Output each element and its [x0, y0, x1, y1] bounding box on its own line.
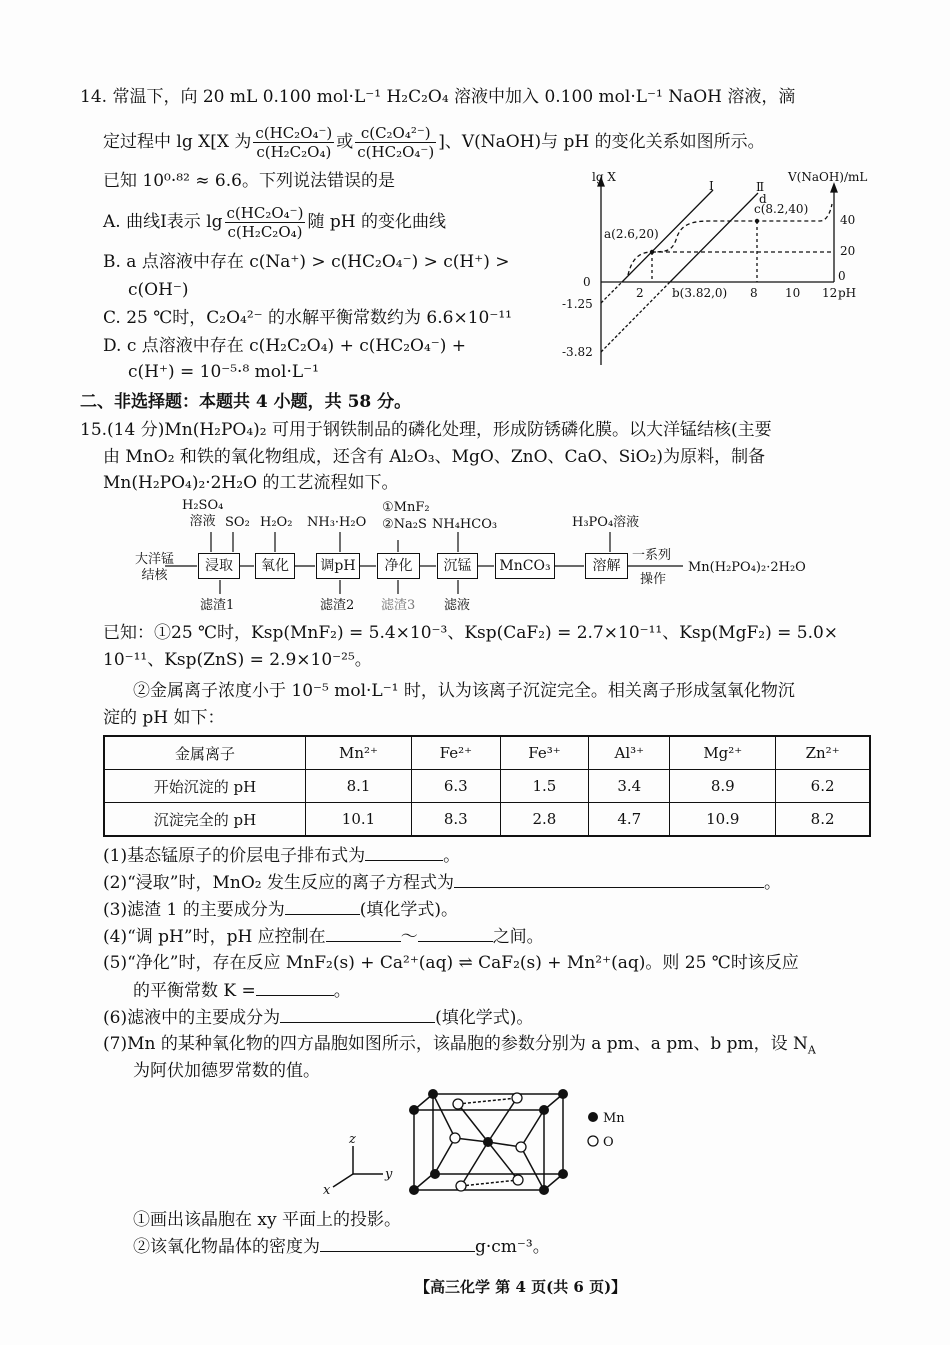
- subq-7-2: [133, 1235, 550, 1258]
- start-line2: 结核: [141, 568, 168, 583]
- known-ph: ②金属离子浓度小于 10⁻⁵ mol·L⁻¹ 时，认为该离子沉淀完全。相关离子形成氢氧化物沉: [133, 681, 795, 701]
- curve-i-extension: [601, 282, 622, 303]
- axis-z-label: z: [349, 1132, 356, 1147]
- reagent-nh3-h2o: NH₃·H₂O: [307, 515, 367, 530]
- table-cell: 8.2: [776, 803, 870, 837]
- crystal-cell-diagram: [300, 1080, 640, 1200]
- cell-edges: [333, 1094, 563, 1190]
- subq-7: [103, 1033, 816, 1061]
- q15-stem-line3: Mn(H₂PO₄)₂·2H₂O 的工艺流程如下。: [103, 473, 399, 493]
- subq-3: [103, 898, 458, 921]
- y-right-label: V(NaOH)/mL: [788, 170, 868, 184]
- legend-mn-label: Mn: [603, 1111, 625, 1126]
- legend-mn-marker: [588, 1112, 598, 1122]
- left-tick-neg382: -3.82: [562, 345, 593, 359]
- table-cell: 6.2: [776, 770, 870, 803]
- flow-start-material: [135, 552, 174, 584]
- subq-7-cont: 为阿伏加德罗常数的值。: [133, 1061, 320, 1081]
- table-row: [104, 770, 870, 803]
- table-cell: 8.3: [412, 803, 501, 837]
- answer-blank[interactable]: [454, 871, 764, 888]
- point-c-label: c(8.2,40): [754, 202, 809, 216]
- point-c-marker: [755, 219, 759, 223]
- period: 。: [333, 981, 351, 1001]
- x-tick-8: 8: [750, 286, 758, 300]
- table-header-row: [104, 736, 870, 770]
- q14-line2-end: ]、V(NaOH)与 pH 的变化关系如图所示。: [438, 132, 765, 152]
- right-axis-arrow: [831, 184, 837, 192]
- curve-i-label: Ⅰ: [709, 179, 714, 193]
- solution: 溶液: [189, 514, 216, 529]
- q14-option-c[interactable]: C. 25 ℃时，C₂O₄²⁻ 的水解平衡常数约为 6.6×10⁻¹¹: [103, 308, 512, 328]
- reagent-mnf2: ①MnF₂: [382, 500, 430, 515]
- or-text: 或: [336, 132, 354, 152]
- period: 。: [443, 846, 461, 866]
- answer-blank[interactable]: [285, 898, 360, 915]
- answer-blank[interactable]: [256, 979, 334, 996]
- step-adjust-ph: 调pH: [316, 553, 360, 579]
- subq-1: [103, 844, 460, 867]
- answer-blank[interactable]: [280, 1006, 435, 1023]
- header-cell: Zn²⁺: [776, 736, 870, 770]
- subq-7-text: (7)Mn 的某种氧化物的四方晶胞如图所示，该晶胞的参数分别为 a pm、a pm、b pm，设 N: [103, 1034, 808, 1054]
- table-cell: 10.9: [670, 803, 776, 837]
- table-cell: 8.9: [670, 770, 776, 803]
- subq-1-text: (1)基态锰原子的价层电子排布式为: [103, 846, 366, 866]
- right-tick-20: 20: [840, 244, 856, 258]
- filtrate: 滤液: [444, 598, 471, 613]
- header-cell: Mg²⁺: [670, 736, 776, 770]
- q14-option-d-cont: c(H⁺) = 10⁻⁵·⁸ mol·L⁻¹: [128, 362, 319, 382]
- y-left-label: lg X: [592, 170, 616, 184]
- hint: (填化学式)。: [359, 900, 458, 920]
- subq-3-text: (3)滤渣 1 的主要成分为: [103, 900, 285, 920]
- table-cell: 4.7: [589, 803, 670, 837]
- mnco3-box: MnCO₃: [495, 553, 555, 579]
- table-cell: 1.5: [500, 770, 589, 803]
- reagent-h2so4: [182, 498, 223, 530]
- table-cell: 10.1: [306, 803, 412, 837]
- x-label: pH: [838, 286, 857, 300]
- subq-5-cont: [133, 979, 351, 1002]
- subq-5: (5)“净化”时，存在反应 MnF₂(s) + Ca²⁺(aq) ⇌ CaF₂(s) + Mn²⁺(aq)。则 25 ℃时该反应: [103, 953, 799, 973]
- axis-x-label: x: [323, 1183, 331, 1198]
- x-tick-2: 2: [636, 286, 644, 300]
- answer-blank-lower[interactable]: [326, 925, 401, 942]
- step-purification: 净化: [377, 553, 420, 579]
- step-oxidation: 氧化: [255, 553, 295, 579]
- known-ksp: 已知：①25 ℃时，Ksp(MnF₂) = 5.4×10⁻³、Ksp(CaF₂) = 2.7×10⁻¹¹、Ksp(MgF₂) = 5.0×: [103, 623, 839, 643]
- option-a-end: 随 pH 的变化曲线: [307, 212, 446, 232]
- curve-ii: [670, 193, 758, 282]
- right-tick-40: 40: [840, 213, 856, 227]
- option-a-text: A. 曲线Ⅰ表示 lg: [103, 212, 223, 232]
- period: 。: [763, 873, 781, 893]
- q15-stem-line2: 由 MnO₂ 和铁的氧化物组成，还含有 Al₂O₃、MgO、ZnO、CaO、SiO₂)为原料，制备: [103, 447, 766, 467]
- curve-ii-label: Ⅱ: [756, 180, 765, 194]
- end-text: 之间。: [492, 927, 544, 947]
- point-a-marker: [650, 250, 654, 254]
- residue-2: 滤渣2: [320, 598, 355, 613]
- reagent-so2: SO₂: [225, 515, 250, 530]
- q14-option-d[interactable]: D. c 点溶液中存在 c(H₂C₂O₄) + c(HC₂O₄⁻) +: [103, 336, 467, 356]
- header-cell: Mn²⁺: [306, 736, 412, 770]
- start-line1: 大洋锰: [135, 552, 175, 567]
- subq-7-2-text: ②该氧化物晶体的密度为: [133, 1237, 320, 1257]
- axis-y-label: y: [385, 1167, 393, 1182]
- table-cell: 6.3: [412, 770, 501, 803]
- legend-o-label: O: [603, 1135, 614, 1150]
- denominator: c(HC₂O₄⁻): [357, 143, 435, 161]
- step-leaching: 浸取: [198, 553, 240, 579]
- q14-line2-text: 定过程中 lg X[X 为: [103, 132, 252, 152]
- known-ph-cont: 淀的 pH 如下：: [103, 708, 225, 728]
- answer-blank-upper[interactable]: [418, 925, 493, 942]
- h2so4: H₂SO₄: [182, 498, 224, 513]
- denominator: c(H₂C₂O₄): [227, 223, 303, 241]
- flow-product: Mn(H₂PO₄)₂·2H₂O: [688, 560, 806, 575]
- subscript-a: A: [807, 1043, 816, 1057]
- titration-chart: [0, 0, 950, 400]
- x-tick-10: 10: [785, 286, 801, 300]
- subq-5-text: 的平衡常数 K =: [133, 981, 256, 1001]
- tilde: ～: [400, 927, 418, 947]
- header-cell: 金属离子: [104, 736, 306, 770]
- legend-o-marker: [588, 1136, 598, 1146]
- op-line1: 一系列: [632, 548, 672, 563]
- residue-1: 滤渣1: [200, 598, 235, 613]
- x-axis: [333, 1174, 353, 1187]
- step-mn-precipitation: 沉锰: [437, 553, 478, 579]
- answer-blank[interactable]: [365, 844, 443, 861]
- table-cell: 8.1: [306, 770, 412, 803]
- q14-option-b-cont: c(OH⁻): [128, 280, 189, 300]
- table-row: [104, 803, 870, 837]
- subq-2-text: (2)“浸取”时，MnO₂ 发生反应的离子方程式为: [103, 873, 454, 893]
- subq-6: [103, 1006, 533, 1029]
- left-tick-neg125: -1.25: [562, 297, 593, 311]
- q14-stem-line1: 14. 常温下，向 20 mL 0.100 mol·L⁻¹ H₂C₂O₄ 溶液中加入 0.100 mol·L⁻¹ NaOH 溶液，滴: [80, 87, 796, 107]
- subq-4: [103, 925, 544, 948]
- point-d-label: d: [759, 192, 767, 206]
- x-tick-12: 12: [822, 286, 838, 300]
- numerator: c(HC₂O₄⁻): [226, 204, 304, 222]
- q15-stem-line1: 15.(14 分)Mn(H₂PO₄)₂ 可用于钢铁制品的磷化处理，形成防锈磷化膜。以大洋锰结核(主要: [80, 420, 772, 440]
- row-label: 开始沉淀的 pH: [104, 770, 306, 803]
- header-cell: Fe²⁺: [412, 736, 501, 770]
- numerator: c(HC₂O₄⁻): [255, 124, 333, 142]
- subq-2: [103, 871, 781, 894]
- hint: (填化学式)。: [435, 1008, 534, 1028]
- answer-blank[interactable]: [320, 1235, 475, 1252]
- reagent-na2s: ②Na₂S: [382, 517, 427, 532]
- q14-option-b[interactable]: B. a 点溶液中存在 c(Na⁺) > c(HC₂O₄⁻) > c(H⁺) >: [103, 252, 510, 272]
- op-line2: 操作: [640, 572, 667, 587]
- step-dissolution: 溶解: [585, 553, 628, 579]
- table-cell: 2.8: [500, 803, 589, 837]
- point-a-label: a(2.6,20): [604, 227, 659, 241]
- left-tick-0: 0: [583, 275, 591, 289]
- header-cell: Fe³⁺: [500, 736, 589, 770]
- reagent-nh4hco3: NH₄HCO₃: [432, 517, 498, 532]
- row-label: 沉淀完全的 pH: [104, 803, 306, 837]
- header-cell: Al³⁺: [589, 736, 670, 770]
- reagent-h3po4: H₃PO₄溶液: [572, 515, 640, 530]
- denominator: c(H₂C₂O₄): [256, 143, 332, 161]
- subq-4-text: (4)“调 pH”时，pH 应控制在: [103, 927, 326, 947]
- point-b-label: b(3.82,0): [672, 286, 728, 300]
- section-2-heading: 二、非选择题：本题共 4 小题，共 58 分。: [80, 392, 412, 412]
- q14-given: 已知 10⁰·⁸² ≈ 6.6。下列说法错误的是: [103, 171, 395, 191]
- subq-7-1: ①画出该晶胞在 xy 平面上的投影。: [133, 1210, 401, 1230]
- numerator: c(C₂O₄²⁻): [355, 124, 436, 143]
- unit: g·cm⁻³。: [475, 1237, 550, 1257]
- table-cell: 3.4: [589, 770, 670, 803]
- known-ksp-cont: 10⁻¹¹、Ksp(ZnS) = 2.9×10⁻²⁵。: [103, 650, 372, 670]
- right-tick-0: 0: [838, 269, 846, 283]
- subq-6-text: (6)滤液中的主要成分为: [103, 1008, 281, 1028]
- reagent-h2o2: H₂O₂: [260, 515, 293, 530]
- page-footer: 【高三化学 第 4 页(共 6 页)】: [415, 1278, 627, 1296]
- residue-3: 滤渣3: [381, 598, 416, 613]
- precipitation-ph-table: [103, 735, 871, 837]
